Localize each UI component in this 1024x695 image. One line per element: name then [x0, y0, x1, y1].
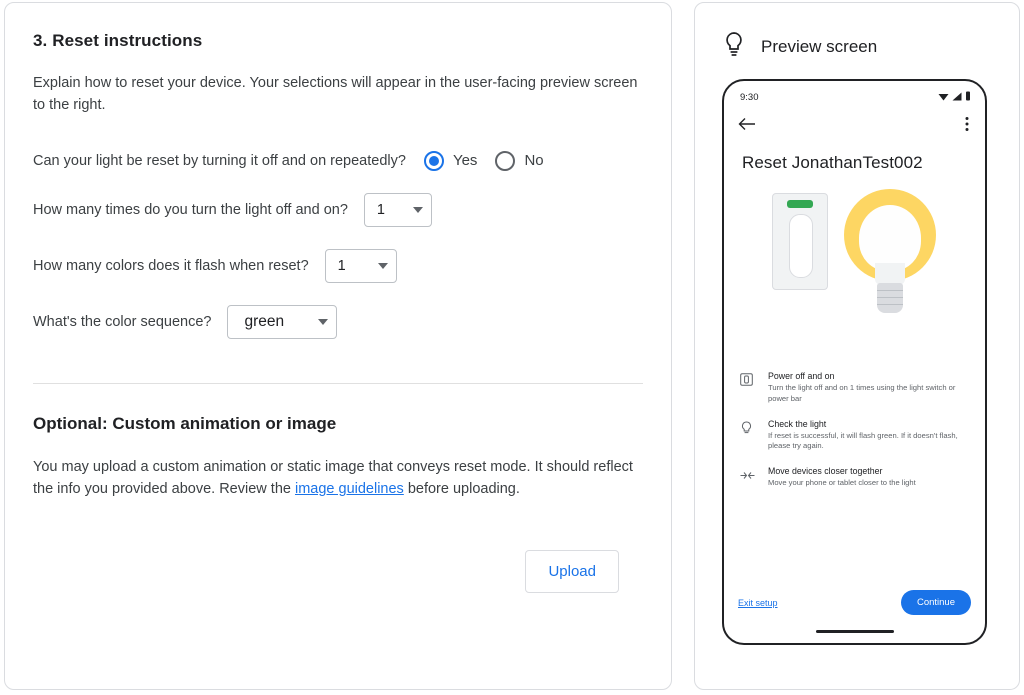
switch-toggle-graphic — [789, 214, 813, 278]
bulb-glass — [859, 205, 921, 271]
light-bulb-graphic — [842, 189, 938, 339]
step-body: If reset is successful, it will flash green. If it doesn't flash, please try again. — [768, 430, 958, 451]
preview-card — [694, 2, 1020, 690]
select-sequence[interactable] — [227, 305, 337, 339]
chevron-down-icon — [318, 319, 328, 325]
bulb-base-line — [877, 297, 903, 298]
radio-yes-icon[interactable] — [424, 151, 444, 171]
step-title: Power off and on — [768, 371, 835, 381]
exit-setup-link[interactable]: Exit setup — [738, 597, 778, 608]
preview-title: Preview screen — [761, 36, 878, 56]
upload-row — [33, 550, 643, 593]
overflow-menu-icon[interactable] — [965, 116, 969, 137]
question-times — [33, 193, 643, 227]
section-divider — [33, 383, 643, 384]
select-times-value: 1 — [376, 201, 385, 218]
radio-option-no[interactable] — [495, 151, 543, 171]
preview-header — [695, 3, 1019, 62]
phone-screen-title: Reset JonathanTest002 — [742, 153, 923, 172]
optional-desc-after: before uploading. — [403, 480, 520, 497]
upload-button[interactable]: Upload — [525, 550, 619, 593]
question-times-label: How many times do you turn the light off and on? — [33, 201, 348, 218]
status-icons — [938, 91, 971, 104]
phone-preview — [722, 79, 987, 645]
bulb-base-line — [877, 304, 903, 305]
select-sequence-value: green — [244, 312, 285, 330]
select-times[interactable] — [364, 193, 432, 227]
step-text — [768, 371, 969, 405]
step-body: Move your phone or tablet closer to the light — [768, 478, 916, 488]
optional-section-title: Optional: Custom animation or image — [33, 413, 337, 433]
step-text — [768, 466, 916, 489]
list-item — [740, 466, 969, 489]
light-switch-graphic — [772, 193, 828, 290]
reset-steps-list — [724, 365, 985, 489]
battery-icon — [965, 91, 971, 104]
select-colors[interactable] — [325, 249, 397, 283]
radio-yes-label: Yes — [452, 152, 478, 169]
section-description: Explain how to reset your device. Your selections will appear in the user-facing preview screen to the right. — [33, 75, 638, 113]
radio-no-label: No — [524, 152, 544, 169]
select-colors-value: 1 — [337, 257, 346, 274]
reset-illustration — [724, 183, 985, 365]
optional-section-description — [33, 456, 643, 501]
list-item — [740, 371, 969, 405]
chevron-down-icon — [378, 263, 388, 269]
reset-instructions-card — [4, 2, 672, 690]
bulb-icon — [740, 419, 758, 453]
page-title: 3. Reset instructions — [33, 31, 203, 50]
step-body: Turn the light off and on 1 times using the light switch or power bar — [768, 383, 956, 403]
switch-led-indicator — [787, 200, 813, 208]
move-closer-icon — [740, 466, 758, 489]
bulb-icon — [723, 31, 745, 62]
question-colors — [33, 249, 643, 283]
chevron-down-icon — [413, 207, 423, 213]
radio-group-reset-toggle — [424, 151, 562, 171]
signal-icon — [952, 92, 962, 104]
home-indicator — [816, 630, 894, 633]
radio-no-icon[interactable] — [495, 151, 515, 171]
phone-top-bar — [724, 104, 985, 137]
status-time: 9:30 — [740, 92, 759, 103]
question-sequence — [33, 305, 643, 339]
list-item — [740, 419, 969, 453]
step-title: Check the light — [768, 418, 827, 429]
phone-footer — [724, 590, 985, 615]
step-title: Move devices closer together — [768, 466, 883, 477]
question-colors-label: How many colors does it flash when reset? — [33, 257, 309, 274]
bulb-base-line — [877, 290, 903, 291]
continue-button[interactable]: Continue — [901, 590, 971, 615]
back-arrow-icon[interactable] — [738, 117, 756, 136]
question-reset-toggle — [33, 151, 643, 171]
optional-desc-before: You may upload a custom animation or static image that conveys reset mode. It should reflect the info you provided above. Review the — [33, 458, 633, 497]
question-reset-toggle-label: Can your light be reset by turning it off and on repeatedly? — [33, 152, 406, 169]
phone-status-bar — [724, 81, 985, 104]
bulb-base — [877, 283, 903, 313]
power-switch-icon — [740, 371, 758, 405]
question-sequence-label: What's the color sequence? — [33, 313, 212, 330]
image-guidelines-link[interactable]: image guidelines — [294, 480, 404, 497]
step-text — [768, 419, 969, 453]
bulb-neck — [875, 263, 905, 285]
wifi-icon — [938, 92, 949, 104]
reset-instructions-body — [5, 3, 671, 593]
radio-option-yes[interactable] — [424, 151, 477, 171]
